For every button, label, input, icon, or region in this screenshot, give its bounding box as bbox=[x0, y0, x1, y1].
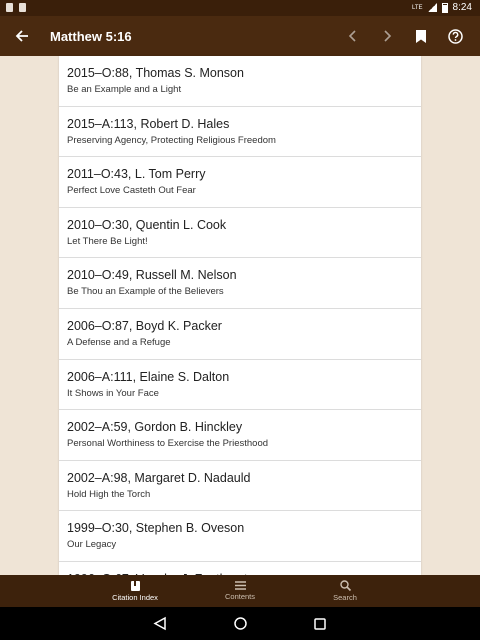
citation-item[interactable] bbox=[59, 56, 421, 107]
citation-title: Let There Be Light! bbox=[67, 235, 148, 247]
status-bar bbox=[0, 0, 480, 16]
chevron-left-icon bbox=[348, 30, 358, 42]
citation-title: Perfect Love Casteth Out Fear bbox=[67, 185, 196, 197]
citation-ref: 2011–O:43, L. Tom Perry bbox=[67, 167, 206, 182]
citation-item[interactable] bbox=[59, 258, 421, 309]
page-title: Matthew 5:16 bbox=[50, 28, 132, 44]
citation-ref: 1999–O:30, Stephen B. Oveson bbox=[67, 521, 245, 536]
citation-ref: 2010–O:30, Quentin L. Cook bbox=[67, 217, 227, 232]
citation-title: Hold High the Torch bbox=[67, 488, 151, 500]
help-icon bbox=[448, 29, 463, 44]
citation-ref: 2010–O:49, Russell M. Nelson bbox=[67, 268, 237, 283]
nav-search[interactable] bbox=[293, 575, 398, 607]
system-home-button[interactable] bbox=[200, 607, 280, 640]
citation-item[interactable] bbox=[59, 360, 421, 411]
bottom-nav bbox=[0, 575, 480, 607]
citation-item[interactable] bbox=[59, 157, 421, 208]
citation-item[interactable] bbox=[59, 511, 421, 562]
citation-item[interactable] bbox=[59, 461, 421, 512]
status-time: 8:24 bbox=[452, 2, 472, 13]
bookmark-icon bbox=[416, 30, 426, 43]
citation-ref: 2002–A:59, Gordon B. Hinckley bbox=[67, 420, 243, 435]
battery-icon bbox=[442, 3, 448, 13]
bookmark-button[interactable] bbox=[404, 16, 438, 56]
nav-label: Search bbox=[333, 593, 357, 602]
circle-home-icon bbox=[234, 617, 247, 630]
chevron-right-icon bbox=[382, 30, 392, 42]
search-icon bbox=[340, 580, 351, 591]
help-button[interactable] bbox=[438, 16, 472, 56]
citation-title: Our Legacy bbox=[67, 539, 117, 551]
arrow-left-icon bbox=[15, 29, 29, 43]
citation-ref: 2006–A:111, Elaine S. Dalton bbox=[67, 369, 230, 384]
app-bar bbox=[0, 16, 480, 56]
square-recents-icon bbox=[314, 618, 326, 630]
citation-title: A Defense and a Refuge bbox=[67, 336, 171, 348]
android-icon bbox=[19, 3, 26, 12]
signal-icon bbox=[428, 3, 437, 12]
citation-title: Preserving Agency, Protecting Religious Freedom bbox=[67, 134, 276, 146]
list-icon bbox=[235, 581, 246, 590]
citation-title: Personal Worthiness to Exercise the Priesthood bbox=[67, 438, 269, 450]
system-nav-bar bbox=[0, 607, 480, 640]
system-recents-button[interactable] bbox=[280, 607, 360, 640]
citation-ref: 2002–A:98, Margaret D. Nadauld bbox=[67, 470, 251, 485]
system-back-button[interactable] bbox=[120, 607, 200, 640]
citation-ref: 2006–O:87, Boyd K. Packer bbox=[67, 318, 222, 333]
citation-item[interactable] bbox=[59, 410, 421, 461]
back-button[interactable] bbox=[0, 16, 44, 56]
previous-button[interactable] bbox=[336, 16, 370, 56]
nav-contents[interactable] bbox=[188, 575, 293, 607]
nav-citation-index[interactable] bbox=[83, 575, 188, 607]
book-icon bbox=[131, 581, 140, 591]
network-label: LTE bbox=[411, 4, 423, 11]
notification-icon bbox=[6, 3, 13, 12]
citation-item[interactable] bbox=[59, 309, 421, 360]
citation-item[interactable] bbox=[59, 208, 421, 259]
nav-label: Citation Index bbox=[112, 592, 158, 602]
citation-ref: 2015–A:113, Robert D. Hales bbox=[67, 116, 230, 131]
citation-title: Be an Example and a Light bbox=[67, 84, 182, 95]
next-button[interactable] bbox=[370, 16, 404, 56]
citation-title: Be Thou an Example of the Believers bbox=[67, 286, 224, 298]
citation-item[interactable] bbox=[59, 107, 421, 158]
citation-title: It Shows in Your Face bbox=[67, 387, 159, 399]
citation-ref: 2015–O:88, Thomas S. Monson bbox=[67, 66, 244, 80]
nav-label: Contents bbox=[224, 592, 256, 601]
citation-list[interactable] bbox=[59, 56, 421, 575]
triangle-back-icon bbox=[154, 617, 166, 630]
